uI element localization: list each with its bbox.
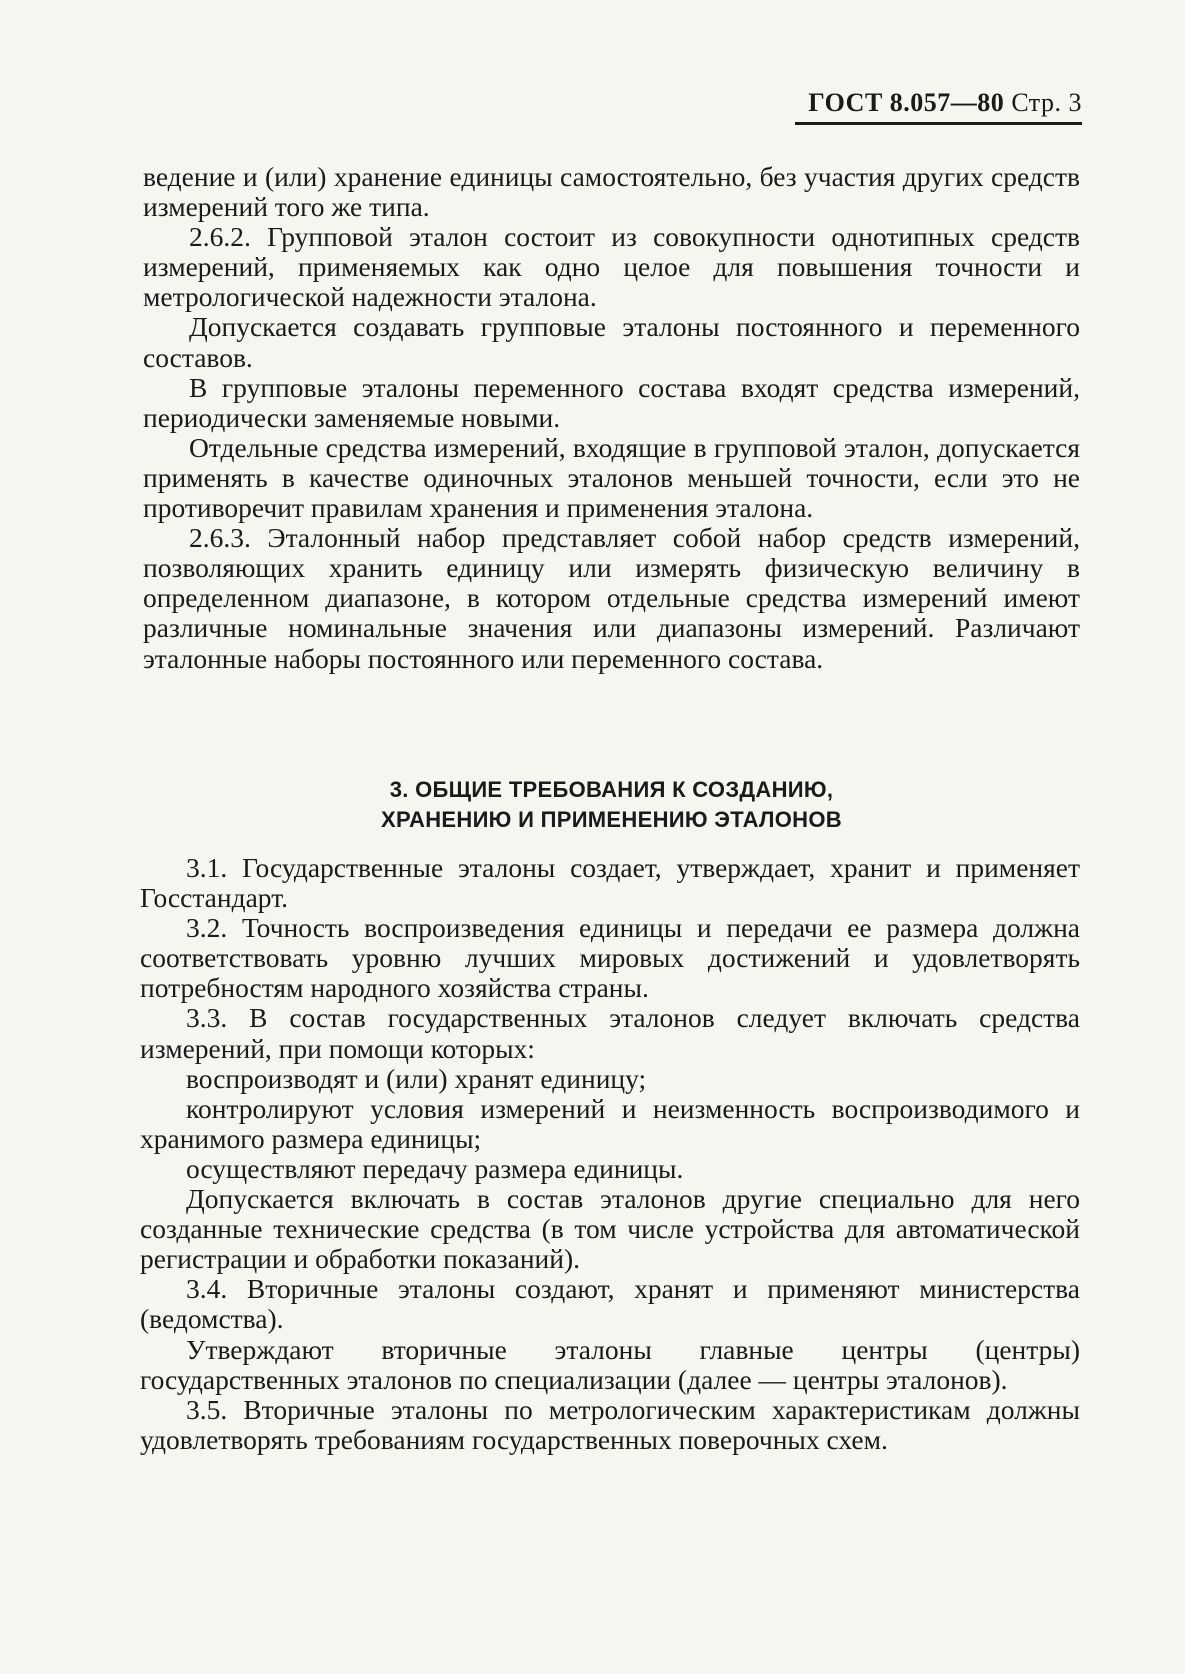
paragraph: 3.5. Вторичные эталоны по метрологическим характеристикам должны удовлетворять требованиям государственных поверочных схем. (140, 1393, 1080, 1455)
gost-number: ГОСТ 8.057—80 (808, 88, 1005, 117)
paragraph: 2.6.2. Групповой эталон состоит из совокупности однотипных средств измерений, применяемых как одно целое для повышения точности и метрологической надежности эталона. (143, 221, 1080, 313)
section-3-heading (143, 775, 1080, 835)
heading-line: ХРАНЕНИЮ И ПРИМЕНЕНИЮ ЭТАЛОНОВ (381, 807, 842, 832)
paragraph: 3.1. Государственные эталоны создает, утверждает, хранит и применяет Госстандарт. (140, 852, 1080, 914)
heading-line: 3. ОБЩИЕ ТРЕБОВАНИЯ К СОЗДАНИЮ, (389, 777, 834, 802)
paragraph: осуществляют передачу размера единицы. (186, 1152, 684, 1184)
paragraph: Допускается создавать групповые эталоны постоянного и переменного составов. (143, 311, 1080, 373)
paragraph: 2.6.3. Эталонный набор представляет собой набор средств измерений, позволяющих хранить единицу или измерять физическую величину в определенном диапазоне, в котором отдельные средства измерений имеют различные номинальные значения или диапазоны измерений. Различают эталонные наборы постоянного или переменного состава. (143, 522, 1080, 674)
section-2-continuation (143, 162, 1080, 674)
paragraph: Отдельные средства измерений, входящие в групповой эталон, допускается применять в качестве одиночных эталонов меньшей точности, если это не противоречит правилам хранения и применения эталона. (143, 431, 1080, 524)
paragraph: воспроизводят и (или) хранят единицу; (186, 1062, 647, 1094)
paragraph: Допускается включать в состав эталонов другие специально для него созданные технические средства (в том числе устройства для автоматической регистрации и обработки показаний). (140, 1183, 1080, 1275)
paragraph: 3.3. В состав государственных эталонов следует включать средства измерений, при помощи которых: (140, 1002, 1080, 1064)
paragraph: 3.4. Вторичные эталоны создают, хранят и применяют министерства (ведомства). (140, 1273, 1080, 1335)
paragraph: ведение и (или) хранение единицы самостоятельно, без участия других средств измерений того же типа. (143, 161, 1080, 223)
page-header (780, 88, 1082, 118)
paragraph: Утверждают вторичные эталоны главные центры (центры) государственных эталонов по специализации (далее — центры эталонов). (140, 1333, 1080, 1395)
header-rule (795, 122, 1082, 125)
paragraph: 3.2. Точность воспроизведения единицы и передачи ее размера должна соответствовать уровню лучших мировых достижений и удовлетворять потребностям народного хозяйства страны. (140, 912, 1080, 1004)
page-number: Стр. 3 (1011, 88, 1082, 117)
paragraph: контролируют условия измерений и неизменность воспроизводимого и хранимого размера единицы; (140, 1092, 1080, 1154)
paragraph: В групповые эталоны переменного состава входят средства измерений, периодически заменяемые новыми. (143, 371, 1080, 433)
section-3-body (140, 853, 1080, 1455)
